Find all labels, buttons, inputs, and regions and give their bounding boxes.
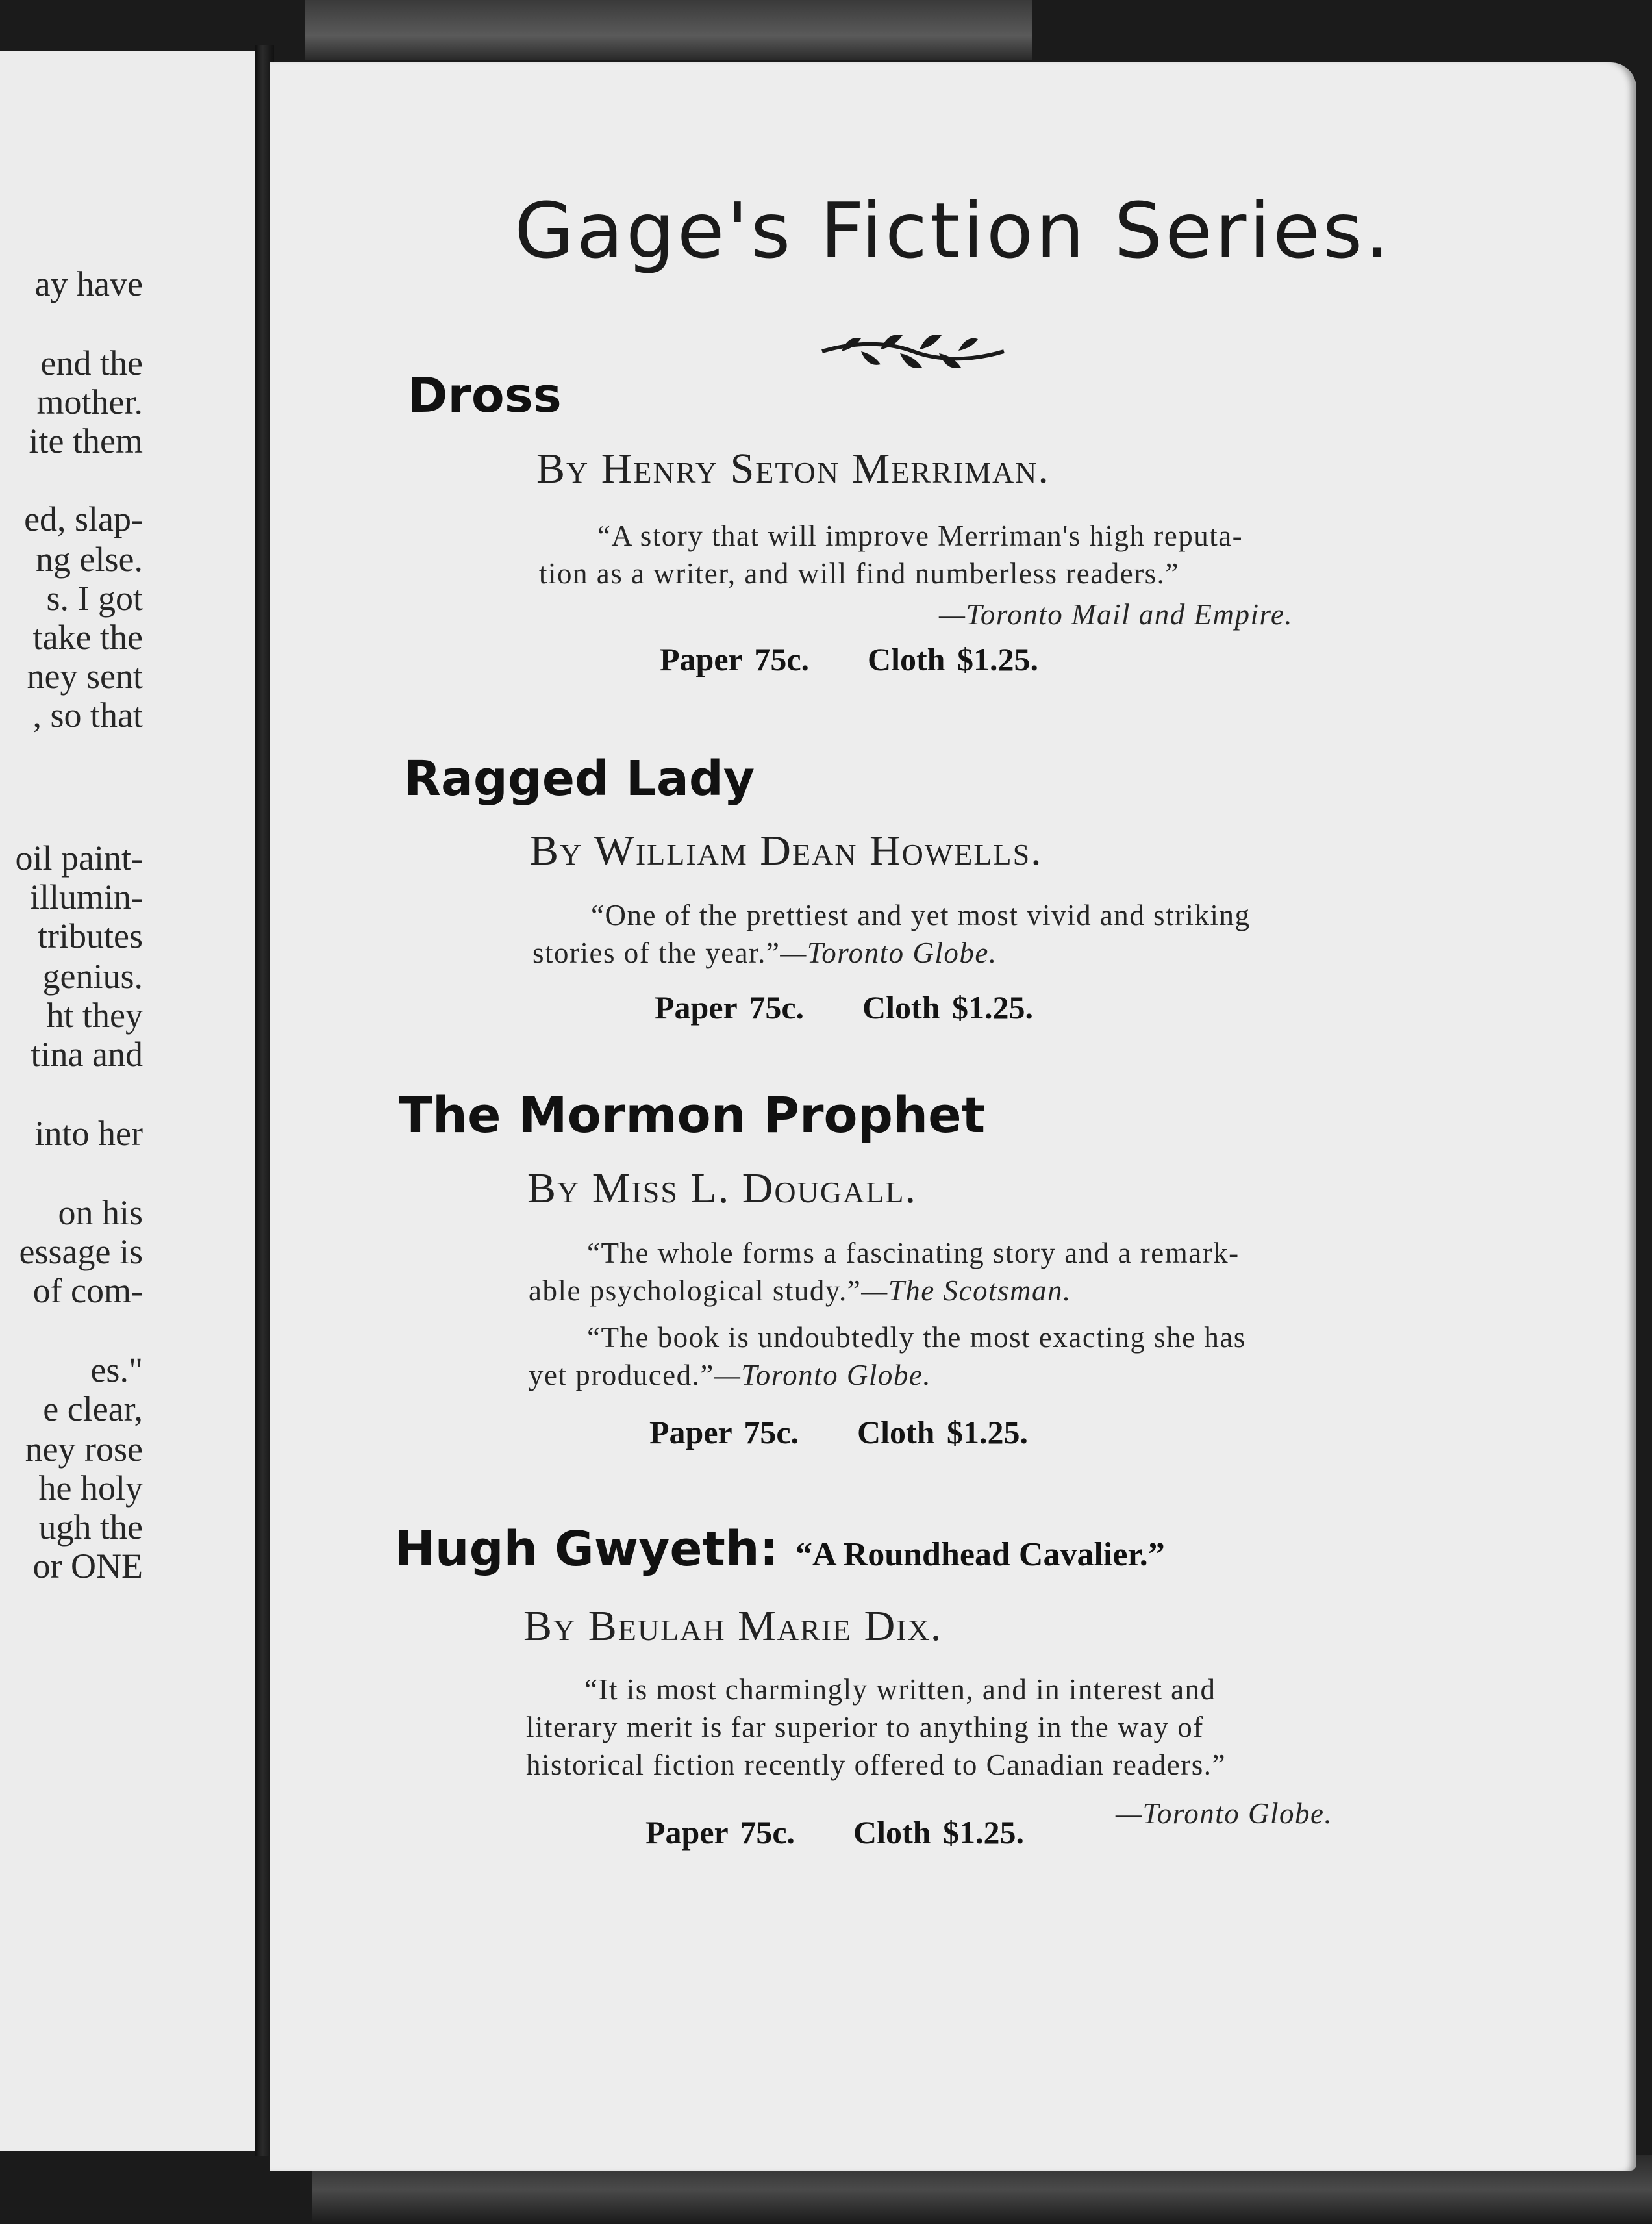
- quote-line: “It is most charmingly written, and in interest and: [584, 1673, 1216, 1706]
- book-title: [395, 1521, 1165, 1577]
- quote-line: literary merit is far superior to anything in the way of: [526, 1711, 1204, 1743]
- quote-line: stories of the year.”—Toronto Globe.: [532, 937, 997, 969]
- left-line: s. I got: [46, 579, 143, 618]
- quote-source: —Toronto Globe.: [780, 937, 997, 969]
- book-subtitle: “A Roundhead Cavalier.”: [795, 1536, 1165, 1573]
- main-page: [270, 62, 1636, 2171]
- left-line: , so that: [32, 696, 143, 735]
- left-line: ney sent: [27, 657, 143, 696]
- quote-line: historical fiction recently offered to Canadian readers.”: [526, 1749, 1226, 1781]
- quote-source: —The Scotsman.: [861, 1274, 1071, 1307]
- left-line: on his: [58, 1193, 143, 1232]
- quote-source: —Toronto Mail and Empire.: [939, 598, 1294, 631]
- quote-line: yet produced.”—Toronto Globe.: [529, 1359, 932, 1391]
- price-line: [649, 1413, 1028, 1451]
- book-title: Ragged Lady: [404, 751, 755, 807]
- price-line: [655, 989, 1033, 1026]
- quote-line: “The whole forms a fascinating story and a remark-: [587, 1237, 1240, 1269]
- book-author: By Beulah Marie Dix.: [523, 1602, 943, 1650]
- left-line: end the: [40, 344, 143, 383]
- left-line: tributes: [38, 916, 143, 955]
- left-line: mother.: [36, 383, 143, 422]
- book-title: The Mormon Prophet: [399, 1086, 986, 1144]
- quote-line: “One of the prettiest and yet most vivid and striking: [591, 899, 1251, 931]
- left-line: ht they: [46, 996, 143, 1035]
- series-title: Gage's Fiction Series.: [514, 186, 1392, 275]
- book-quote: [529, 1234, 1652, 1309]
- left-facing-page: [0, 51, 255, 2151]
- paper-price: Paper 75c.: [660, 641, 810, 677]
- left-line: tina and: [31, 1035, 143, 1074]
- left-line: of com-: [32, 1271, 143, 1310]
- cloth-price: Cloth $1.25.: [857, 1414, 1028, 1450]
- price-line: [645, 1813, 1024, 1851]
- quote-line: able psychological study.”—The Scotsman.: [529, 1274, 1071, 1307]
- paper-price: Paper 75c.: [655, 989, 805, 1026]
- book-author: By Miss L. Dougall.: [527, 1165, 917, 1212]
- left-line: ed, slap-: [24, 499, 143, 538]
- left-line: ng else.: [36, 540, 143, 579]
- left-line: take the: [32, 618, 143, 657]
- book-title-main: Hugh Gwyeth:: [395, 1521, 779, 1577]
- left-line: or ONE: [32, 1547, 143, 1586]
- book-author: By Henry Seton Merriman.: [536, 445, 1050, 492]
- left-line: illumin-: [30, 878, 143, 916]
- quote-line: tion as a writer, and will find numberless readers.”: [539, 557, 1179, 590]
- left-line: ney rose: [25, 1430, 143, 1469]
- price-line: [660, 640, 1038, 678]
- cloth-price: Cloth $1.25.: [853, 1814, 1024, 1851]
- cloth-price: Cloth $1.25.: [862, 989, 1033, 1026]
- left-line: oil paint-: [15, 839, 143, 878]
- left-line: e clear,: [43, 1389, 143, 1428]
- book-quote: [539, 517, 1652, 592]
- left-line: es.": [90, 1350, 143, 1389]
- book-quote: [529, 1319, 1652, 1394]
- left-line: ay have: [34, 264, 143, 303]
- book-title: Dross: [408, 368, 562, 423]
- left-line: ite them: [29, 422, 143, 461]
- paper-price: Paper 75c.: [649, 1414, 799, 1450]
- paper-price: Paper 75c.: [645, 1814, 795, 1851]
- left-line: essage is: [19, 1232, 143, 1271]
- left-line: ugh the: [38, 1508, 143, 1547]
- quote-source: —Toronto Globe.: [1116, 1797, 1333, 1830]
- cloth-price: Cloth $1.25.: [868, 641, 1038, 677]
- left-line: into her: [34, 1114, 143, 1153]
- book-quote: [532, 896, 1652, 972]
- left-line: he holy: [38, 1469, 143, 1508]
- left-line: genius.: [42, 957, 143, 996]
- book-author: By William Dean Howells.: [530, 827, 1043, 874]
- quote-line: “The book is undoubtedly the most exacting she has: [587, 1321, 1246, 1354]
- leaf-ornament-icon: [816, 322, 1010, 381]
- quote-line: “A story that will improve Merriman's high reputa-: [597, 520, 1244, 552]
- book-quote: [526, 1671, 1652, 1784]
- quote-source: —Toronto Globe.: [714, 1359, 932, 1391]
- top-binding-strip: [305, 0, 1032, 60]
